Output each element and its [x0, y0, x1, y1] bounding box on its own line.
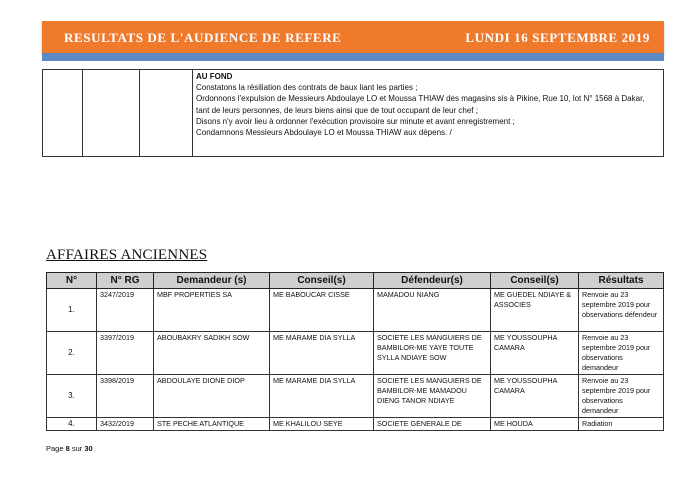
- footer-page-number: 8: [65, 444, 70, 453]
- case-defendeur: SOCIETE LES MANGUIERS DE BAMBILOR-ME MAMADOU DIENG TANOR NDIAYE: [374, 375, 491, 418]
- case-resultat: Renvoie au 23 septembre 2019 pour observations défendeur: [579, 289, 664, 332]
- case-demandeur: ABDOULAYE DIONE DIOP: [154, 375, 270, 418]
- column-header: Demandeur (s): [154, 273, 270, 289]
- table-row: [47, 418, 664, 431]
- case-number: 4.: [47, 418, 97, 431]
- fond-empty-cell-2: [83, 70, 140, 157]
- column-header: Défendeur(s): [374, 273, 491, 289]
- header-title: RESULTATS DE L'AUDIENCE DE REFERE: [64, 30, 342, 45]
- header-banner: [42, 21, 664, 53]
- fond-line: Constatons la résiliation des contrats de baux liant les parties ;: [196, 83, 418, 93]
- case-defendeur: SOCIETE LES MANGUIERS DE BAMBILOR-ME YAYE TOUTE SYLLA NDIAYE SOW: [374, 332, 491, 375]
- case-resultat: Radiation: [579, 418, 664, 431]
- table-row: [47, 289, 664, 332]
- case-conseil-defendeur: ME GUEDEL NDIAYE & ASSOCIES: [491, 289, 579, 332]
- case-number: 1.: [47, 289, 97, 332]
- fond-line: Disons n'y avoir lieu à ordonner l'exécution provisoire sur minute et avant enregistrement ;: [196, 116, 515, 126]
- section-title: AFFAIRES ANCIENNES: [46, 247, 208, 263]
- case-demandeur: STE PECHE ATLANTIQUE: [154, 418, 270, 431]
- case-conseil-demandeur: ME KHALILOU SEYE: [270, 418, 374, 431]
- fond-table: [42, 69, 664, 157]
- case-defendeur: SOCIETE GENERALE DE: [374, 418, 491, 431]
- case-number: 3.: [47, 375, 97, 418]
- case-conseil-demandeur: ME MARAME DIA SYLLA: [270, 332, 374, 375]
- column-header: Résultats: [579, 273, 664, 289]
- header-date: LUNDI 16 SEPTEMBRE 2019: [465, 30, 650, 45]
- case-rg: 3432/2019: [97, 418, 154, 431]
- case-conseil-defendeur: ME YOUSSOUPHA CAMARA: [491, 375, 579, 418]
- table-row: [47, 375, 664, 418]
- case-conseil-demandeur: ME BABOUCAR CISSE: [270, 289, 374, 332]
- column-header: N°: [47, 273, 97, 289]
- header-strip: [42, 53, 664, 61]
- column-header: Conseil(s): [270, 273, 374, 289]
- fond-line: Ordonnons l'expulsion de Messieurs Abdoulaye LO et Moussa THIAW des magasins sis à Pikine, Rue 10, lot N° 1568 à Dakar, tant de leurs personnes, de leurs biens ainsi que de tout occupant de leur chef ;: [196, 94, 645, 115]
- column-header: N° RG: [97, 273, 154, 289]
- case-resultat: Renvoie au 23 septembre 2019 pour observations demandeur: [579, 332, 664, 375]
- table-row: [47, 332, 664, 375]
- case-rg: 3247/2019: [97, 289, 154, 332]
- case-rg: 3397/2019: [97, 332, 154, 375]
- case-rg: 3398/2019: [97, 375, 154, 418]
- footer-middle: sur: [69, 444, 85, 453]
- fond-empty-cell-3: [140, 70, 193, 157]
- fond-text-cell: [193, 70, 664, 157]
- column-header: Conseil(s): [491, 273, 579, 289]
- case-conseil-defendeur: ME HOUDA: [491, 418, 579, 431]
- page-footer: [46, 444, 93, 453]
- case-demandeur: ABOUBAKRY SADIKH SOW: [154, 332, 270, 375]
- footer-prefix: Page: [46, 444, 66, 453]
- case-number: 2.: [47, 332, 97, 375]
- case-resultat: Renvoie au 23 septembre 2019 pour observations demandeur: [579, 375, 664, 418]
- case-defendeur: MAMADOU NIANG: [374, 289, 491, 332]
- table-header-row: [47, 273, 664, 289]
- fond-empty-cell-1: [43, 70, 83, 157]
- case-conseil-defendeur: ME YOUSSOUPHA CAMARA: [491, 332, 579, 375]
- footer-page-total: 30: [84, 444, 93, 453]
- case-conseil-demandeur: ME MARAME DIA SYLLA: [270, 375, 374, 418]
- cases-table: [46, 272, 664, 431]
- fond-line: Condamnons Messieurs Abdoulaye LO et Moussa THIAW aux dépens. /: [196, 128, 452, 138]
- fond-title: AU FOND: [196, 72, 233, 81]
- case-demandeur: MBF PROPERTIES SA: [154, 289, 270, 332]
